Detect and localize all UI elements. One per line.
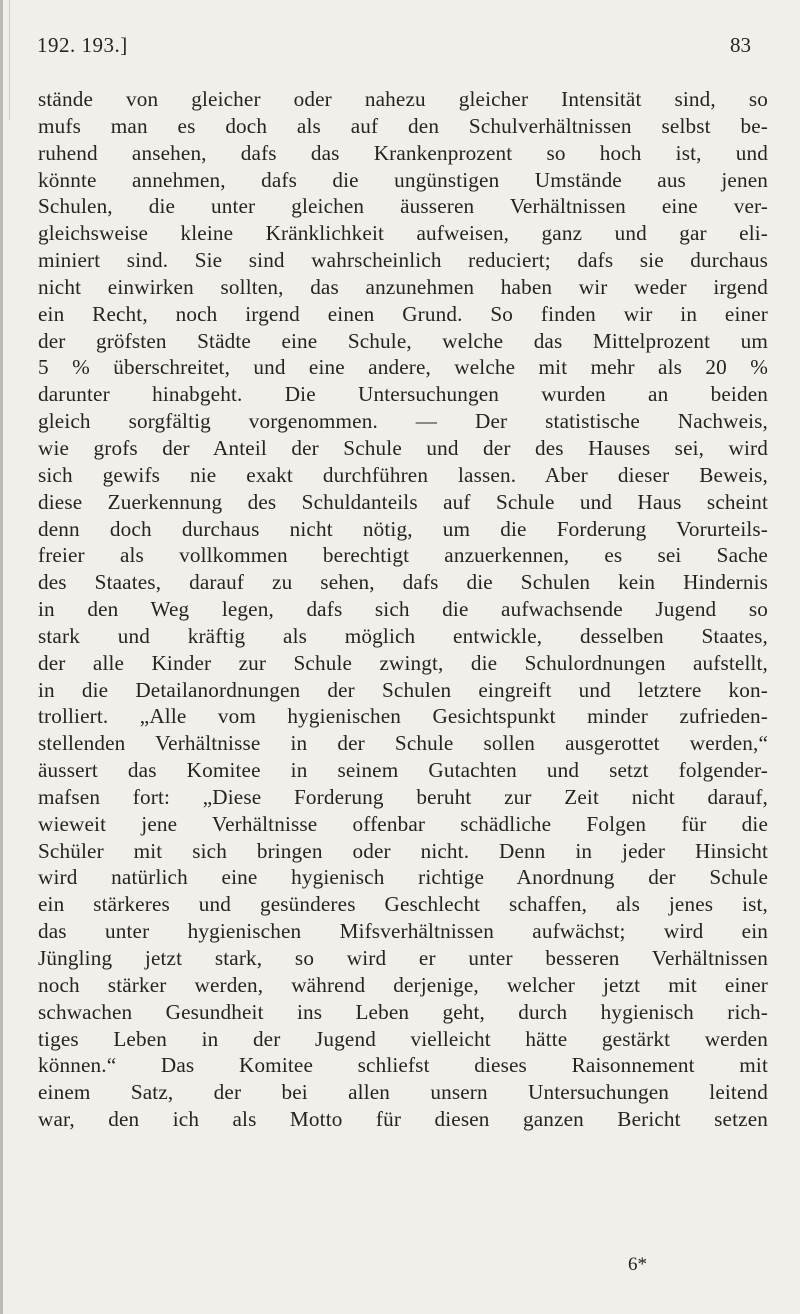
signature-mark: 6*	[628, 1254, 647, 1275]
text-line: stark und kräftig als möglich entwickle, desselben Staates,	[38, 623, 768, 648]
text-line: des Staates, darauf zu sehen, dafs die Schulen kein Hindernis	[38, 570, 768, 595]
text-line: freier als vollkommen berechtigt anzuerkennen, es sei Sache	[38, 543, 768, 568]
text-line: gleichsweise kleine Kränklichkeit aufweisen, ganz und gar eli-	[38, 221, 768, 246]
text-line: wie grofs der Anteil der Schule und der des Hauses sei, wird	[38, 435, 768, 460]
text-line: tiges Leben in der Jugend vielleicht hätte gestärkt werden	[38, 1026, 768, 1051]
text-line: mafsen fort: „Diese Forderung beruht zur Zeit nicht darauf,	[38, 784, 768, 809]
text-line: schwachen Gesundheit ins Leben geht, durch hygienisch rich-	[38, 999, 768, 1024]
text-line: einem Satz, der bei allen unsern Untersuchungen leitend	[38, 1080, 768, 1105]
text-line: der alle Kinder zur Schule zwingt, die Schulordnungen aufstellt,	[38, 650, 768, 675]
text-line: 5 % überschreitet, und eine andere, welche mit mehr als 20 %	[38, 355, 768, 380]
text-line: äussert das Komitee in seinem Gutachten und setzt folgender-	[38, 758, 768, 783]
text-line: der gröfsten Städte eine Schule, welche das Mittelprozent um	[38, 328, 768, 353]
text-line: stände von gleicher oder nahezu gleicher Intensität sind, so	[38, 87, 768, 111]
page-edge	[0, 0, 3, 1314]
text-line: gleich sorgfältig vorgenommen. — Der statistische Nachweis,	[38, 409, 768, 434]
text-line: wieweit jene Verhältnisse offenbar schädliche Folgen für die	[38, 811, 768, 836]
text-line: darunter hinabgeht. Die Untersuchungen wurden an beiden	[38, 382, 768, 407]
text-line: ein Recht, noch irgend einen Grund. So finden wir in einer	[38, 301, 768, 326]
text-line: wird natürlich eine hygienisch richtige Anordnung der Schule	[38, 865, 768, 890]
page-number: 83	[730, 33, 751, 57]
page-edge-shadow	[9, 0, 10, 120]
page-range-header: 192. 193.]	[37, 33, 128, 57]
text-line: das unter hygienischen Mifsverhältnissen aufwächst; wird ein	[38, 919, 768, 944]
text-line: sich gewifs nie exakt durchführen lassen. Aber dieser Beweis,	[38, 462, 768, 487]
text-line: Schüler mit sich bringen oder nicht. Denn in jeder Hinsicht	[38, 838, 768, 863]
text-line: trolliert. „Alle vom hygienischen Gesichtspunkt minder zufrieden-	[38, 704, 768, 729]
body-text	[38, 86, 768, 1133]
text-line: ein stärkeres und gesünderes Geschlecht schaffen, als jenes ist,	[38, 892, 768, 917]
text-line: können.“ Das Komitee schliefst dieses Raisonnement mit	[38, 1053, 768, 1078]
text-line: diese Zuerkennung des Schuldanteils auf Schule und Haus scheint	[38, 489, 768, 514]
text-line: noch stärker werden, während derjenige, welcher jetzt mit einer	[38, 972, 768, 997]
text-line: mufs man es doch als auf den Schulverhältnissen selbst be-	[38, 113, 768, 138]
text-line: in die Detailanordnungen der Schulen eingreift und letztere kon-	[38, 677, 768, 702]
text-line: ruhend ansehen, dafs das Krankenprozent so hoch ist, und	[38, 140, 768, 165]
text-line: Jüngling jetzt stark, so wird er unter besseren Verhältnissen	[38, 946, 768, 970]
text-line: war, den ich als Motto für diesen ganzen Bericht setzen	[38, 1107, 768, 1132]
text-line: in den Weg legen, dafs sich die aufwachsende Jugend so	[38, 597, 768, 622]
text-line: nicht einwirken sollten, das anzunehmen haben wir weder irgend	[38, 274, 768, 299]
text-line: könnte annehmen, dafs die ungünstigen Umstände aus jenen	[38, 167, 768, 192]
text-line: denn doch durchaus nicht nötig, um die Forderung Vorurteils-	[38, 516, 768, 541]
text-line: Schulen, die unter gleichen äusseren Verhältnissen eine ver-	[38, 194, 768, 219]
text-line: miniert sind. Sie sind wahrscheinlich reduciert; dafs sie durchaus	[38, 248, 768, 273]
text-line: stellenden Verhältnisse in der Schule sollen ausgerottet werden,“	[38, 731, 768, 756]
